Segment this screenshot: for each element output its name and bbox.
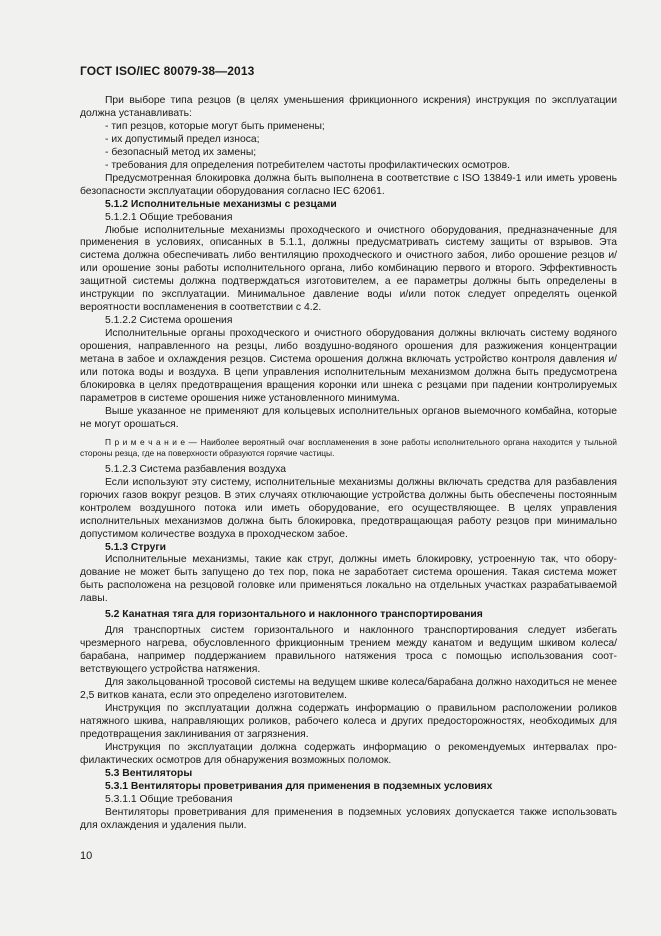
section-heading: 5.2 Канатная тяга для горизонтального и наклонного транспортирования [105, 609, 483, 621]
list-item: - требования для определения потребителем частоты профилактических осмотров. [105, 159, 511, 171]
subsection-heading: 5.3.1.1 Общие требования [105, 793, 233, 805]
section-heading: 5.1.3 Струги [105, 541, 167, 553]
note: П р и м е ч а н и е — Наиболее вероятный очаг воспламенения в зоне работы исполнительного органа находится у тыльной стороны резца, где на поверхности образуются горячие частицы. [80, 436, 617, 458]
paragraph: Если используют эту систему, исполнительные механизмы должны включать средства для разбавления горючих газов вокруг резцов. В этих случаях отключающие устройства должны быть обеспечены постоянным контролем воздушного потока или иметь оборудование, его осуществляющее. В целях управления исполнительных механизмов должна быть блокировка, предотвращающая работу резцов при минимально допустимом количестве воздуха в проходческом забое. [80, 476, 617, 540]
paragraph: Вентиляторы проветривания для применения в подземных условиях допускается также использовать для охлаждения и удаления пыли. [80, 806, 617, 831]
standard-header: ГОСТ ISO/IEC 80079-38—2013 [80, 64, 255, 78]
section-heading: 5.3 Вентиляторы [105, 767, 193, 779]
paragraph: Для закольцованной тросовой системы на ведущем шкиве колеса/барабана должно находиться не менее 2,5 витков каната, если это определено изготовителем. [80, 677, 617, 701]
paragraph: Инструкция по эксплуатации должна содержать информацию о рекомендуемых интервалах профилактических осмотров для обнаружения возможных поломок. [80, 741, 617, 766]
paragraph: Инструкция по эксплуатации должна содержать информацию о правильном расположении роликов натяжного шкива, направляющих роликов, рабочего колеса и других предосторожностях, необходимых для предотвращения заклинивания от загрязнения. [80, 702, 617, 740]
document-body [80, 95, 617, 832]
subsection-heading: 5.1.2.3 Система разбавления воздуха [105, 463, 287, 475]
section-heading: 5.1.2 Исполнительные механизмы с резцами [105, 198, 337, 210]
paragraph: Для транспортных систем горизонтального и наклонного транспортирования следует избегать чрезмерного нагрева, обусловленного фрикционным трением между канатом и ведущим шкивом колеса/барабана, например поддержанием правильного натяжения троса с помощью использования соответствующего устройства натяжения. [80, 625, 617, 676]
page-number: 10 [80, 850, 93, 862]
section-heading: 5.3.1 Вентиляторы проветривания для применения в подземных условиях [105, 780, 493, 792]
paragraph: Исполнительные механизмы, такие как струг, должны иметь блокировку, устроенную так, что оборудование не может быть запущено до тех пор, пока не заработает система орошения. Такая система может быть расположена на резцовой головке или применяться локально на отдельных участках разрабатываемой лавы. [80, 554, 617, 605]
subsection-heading: 5.1.2.2 Система орошения [105, 315, 233, 327]
paragraph: Любые исполнительные механизмы проходческого и очистного оборудования, предназначенные для применения в условиях, описанных в 5.1.1, должны предусматривать систему защиты от взрывов. Эта система должна обеспечивать либо вентиляцию проходческого и очистного забоя, либо орошение резцов и/или орошение зоны работы исполнительного органа, либо комбинацию первого и второго. Эффективность защитной системы должна подтверждаться изготовителем, а ее параметры должны быть определены в инструкции по эксплуатации. Минимальное давление воды и/или поток следует определять оценкой вероятности воспламенения в соответствии с 4.2. [80, 224, 617, 314]
paragraph: Предусмотренная блокировка должна быть выполнена в соответствие с ISO 13849-1 или иметь уровень безопасности эксплуатации оборудования согласно IEC 62061. [80, 172, 617, 197]
paragraph: Выше указанное не применяют для кольцевых исполнительных органов выемочного комбайна, которые не могут орошаться. [80, 405, 617, 430]
list-item: - их допустимый предел износа; [105, 133, 260, 145]
paragraph: При выборе типа резцов (в целях уменьшения фрикционного искрения) инструкция по эксплуатации должна устанавливать: [80, 95, 617, 119]
subsection-heading: 5.1.2.1 Общие требования [105, 211, 233, 223]
paragraph: Исполнительные органы проходческого и очистного оборудования должны включать систему водяного орошения, направленного на резцы, либо воздушно-водяного орошения для разжижения концентрации метана в забое и охлаждения резцов. Система орошения должна включать устройство контроля давления и/или потока воды и воздуха. В цепи управления исполнительным механизмом должна быть предусмотрена блокировка в целях предотвращения вращения коронки или шнека с резцами при падении контролируемых параметров в системе орошения ниже установленного минимума. [80, 328, 617, 404]
list-item: - тип резцов, которые могут быть применены; [105, 120, 325, 132]
list-item: - безопасный метод их замены; [105, 146, 257, 158]
